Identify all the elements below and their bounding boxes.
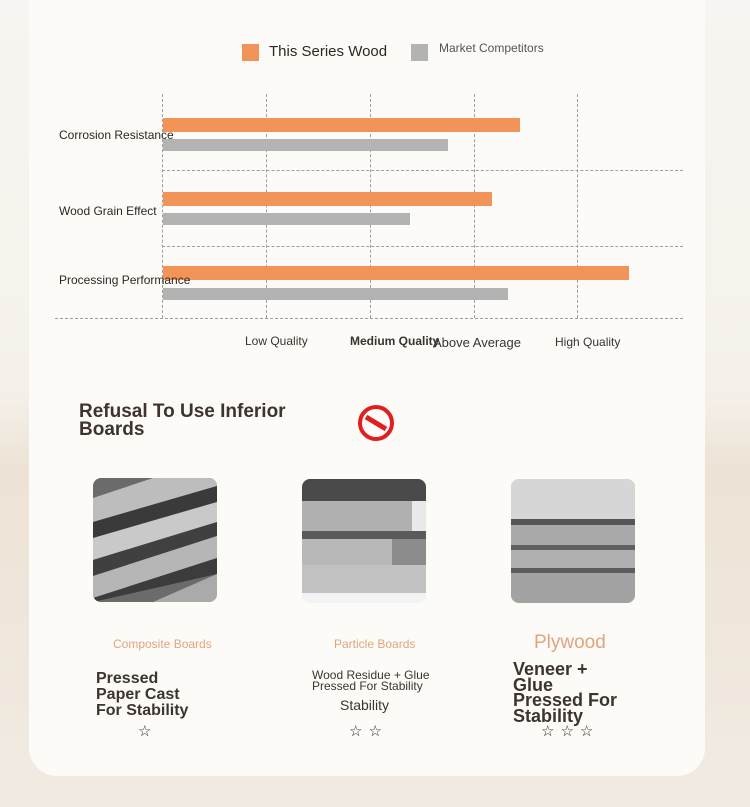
star-rating-composite: ☆ <box>138 723 158 740</box>
description-line: Paper Cast <box>96 686 180 703</box>
gridline-vertical <box>577 94 578 318</box>
description-line: Wood Residue + Glue <box>312 668 430 682</box>
x-tick-label: High Quality <box>555 335 621 349</box>
legend-label-this-series: This Series Wood <box>269 43 388 60</box>
description-line: Stability <box>513 705 584 726</box>
board-name-composite: Composite Boards <box>113 637 212 651</box>
content-card <box>29 0 705 776</box>
section-title: Refusal To Use Inferior Boards <box>79 401 286 440</box>
plywood-image <box>511 479 635 603</box>
description-line: Pressed <box>96 670 159 687</box>
description-line: Veneer + <box>513 659 588 679</box>
category-label: Processing Performance <box>59 273 191 287</box>
legend-swatch-this-series <box>242 44 259 61</box>
composite-board-image <box>93 478 217 602</box>
description-line: Pressed For Stability <box>312 679 423 693</box>
legend-swatch-market-competitors <box>411 44 428 61</box>
bar-market-competitors-wood-grain-effect <box>163 213 410 225</box>
board-description-particle <box>312 670 430 712</box>
bar-this-series-processing-performance <box>163 266 629 280</box>
x-tick-label: Above Average <box>433 335 521 350</box>
star-rating-particle: ☆☆ <box>349 723 388 740</box>
board-name-plywood: Plywood <box>534 632 606 653</box>
board-description-composite <box>96 671 188 719</box>
bar-market-competitors-corrosion-resistance <box>163 139 448 151</box>
category-label: Corrosion Resistance <box>59 128 174 142</box>
legend-label-market-competitors: Market Competitors <box>439 41 544 55</box>
gridline-horizontal <box>162 170 683 171</box>
gridline-horizontal <box>162 246 683 247</box>
board-description-plywood <box>513 659 618 726</box>
x-tick-label: Medium Quality <box>350 334 440 348</box>
bar-market-competitors-processing-performance <box>163 288 508 300</box>
description-line: For Stability <box>96 702 189 719</box>
description-line: Glue <box>513 674 554 695</box>
bar-this-series-wood-grain-effect <box>163 192 492 206</box>
bar-this-series-corrosion-resistance <box>163 118 520 132</box>
particle-board-image <box>302 479 426 603</box>
no-entry-icon <box>357 404 395 442</box>
star-rating-plywood: ☆☆☆ <box>541 723 600 740</box>
description-line: Stability <box>340 697 390 713</box>
board-name-particle: Particle Boards <box>334 637 416 651</box>
x-tick-label: Low Quality <box>245 334 308 348</box>
x-axis-line <box>55 318 683 319</box>
description-line: Pressed For <box>513 690 618 710</box>
category-label: Wood Grain Effect <box>59 204 157 218</box>
